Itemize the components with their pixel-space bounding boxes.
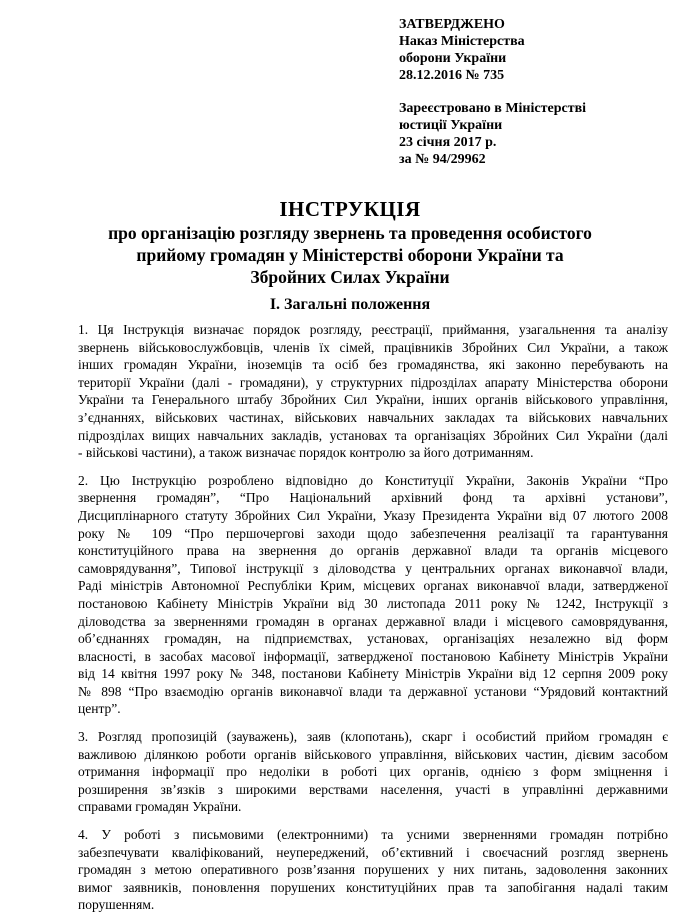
paragraph-line: важливою ділянкою роботи органів військового управління, військових частин, дієвим засобом [78, 746, 668, 762]
paragraph-line: звернень військовослужбовців, членів їх сімей, працівників Збройних Сил України, а також [78, 339, 668, 355]
registration-line: 23 січня 2017 р. [399, 135, 497, 150]
paragraph-line: року № 109 “Про першочергові заходи щодо забезпечення реалізації та гарантування [78, 525, 668, 541]
paragraph-line: 1. Ця Інструкція визначає порядок розгляду, реєстрації, приймання, узагальнення та аналізу [78, 322, 668, 337]
paragraph-line: інших громадян України, іноземців та осіб без громадянства, які законно перебувають на [78, 357, 668, 373]
paragraph-line: України та Генерального штабу Збройних Сил України, інших органів військового управління, [78, 392, 668, 408]
paragraph-line: підрозділах вищих навчальних закладів, установах та організаціях Збройних Сил України (далі [78, 427, 668, 443]
title-subtitle-line: про організацію розгляду звернень та проведення особистого [108, 223, 592, 243]
paragraph-line: постановою Кабінету Міністрів України від 30 листопада 2011 року № 1242, Інструкції з [78, 595, 668, 611]
approval-line: 28.12.2016 № 735 [399, 68, 505, 83]
paragraph-line: - військові частини), а також визначає порядок контролю за його дотриманням. [78, 445, 534, 461]
document-title [30, 196, 670, 288]
paragraph-line: розширення зв’язків з широкими верствами населення, участі в управлінні державними [78, 781, 668, 797]
approval-line: Наказ Міністерства [399, 34, 525, 49]
paragraph-line: справами громадян України. [78, 799, 242, 815]
paragraph-line: громадян з метою оперативного розв’язання порушених у них питань, задоволення законних [78, 862, 668, 878]
registration-line: Зареєстровано в Міністерстві [399, 101, 587, 116]
paragraph-line: 4. У роботі з письмовими (електронними) та усними зверненнями громадян потрібно [78, 827, 668, 843]
approval-line: оборони України [399, 51, 507, 66]
title-subtitle-line: прийому громадян у Міністерстві оборони України та [136, 245, 564, 265]
paragraph-line: звернення громадян”, “Про Національний архівний фонд та архівні установи”, [78, 490, 668, 506]
registration-line: юстиції України [399, 118, 503, 133]
paragraph-line: забезпечувати кваліфікований, неупереджений, об’єктивний і своєчасний розгляд звернень [78, 844, 668, 860]
paragraph [78, 472, 668, 718]
title-main: ІНСТРУКЦІЯ [279, 197, 421, 221]
registration-line: за № 94/29962 [399, 152, 486, 167]
approval-line: ЗАТВЕРДЖЕНО [399, 17, 505, 32]
paragraph [78, 728, 668, 816]
paragraph-line: власності, в засобах масової інформації, затвердженої постановою Кабінету Міністрів України [78, 648, 668, 664]
title-subtitle-line: Збройних Силах України [250, 267, 450, 287]
paragraph-line: центр”. [78, 701, 121, 717]
paragraph-line: 3. Розгляд пропозицій (зауважень), заяв (клопотань), скарг і особистий прийом громадян є [78, 729, 668, 745]
paragraph-line: Раді міністрів Автономної Республіки Крим, місцевих органах виконавчої влади, затвердженої [78, 578, 668, 594]
paragraph [78, 826, 668, 914]
paragraph-line: отримання інформації про недоліки в роботі цих органів, однією з форм зміцнення і [78, 764, 668, 780]
paragraph-line: об’єднаннях громадян, на підприємствах, установах, організаціях незалежно від форм [78, 631, 668, 647]
section-heading: І. Загальні положення [269, 296, 431, 313]
paragraph-line: з’єднаннях, військових частинах, військових навчальних закладах та військових навчальних [78, 409, 668, 425]
approval-stamp [399, 16, 689, 168]
paragraph-line: Дисциплінарного статуту Збройних Сил України, Указу Президента України від 07 лютого 2008 [78, 507, 668, 523]
paragraph-line: конституційного права на звернення до органів державної влади та органів місцевого [78, 543, 668, 559]
paragraph-line: № 898 “Про взаємодію органів виконавчої влади та державної установи “Урядовий контактний [78, 683, 668, 699]
paragraph-line: території України (далі - громадяни), у структурних підрозділах апарату Міністерства оборони [78, 374, 668, 390]
paragraph-line: від 14 квітня 1997 року № 348, постанови Кабінету Міністрів України від 12 серпня 2009 року [78, 666, 668, 682]
paragraph-line: самоврядування”, Типової інструкції з діловодства у центральних органах виконавчої влади, [78, 560, 668, 576]
paragraph-line: порушенням. [78, 897, 155, 913]
paragraph [78, 321, 668, 462]
paragraph-line: вимог заявників, поновлення порушених конституційних прав та запобігання надалі таким [78, 879, 668, 895]
paragraph-line: 2. Цю Інструкцію розроблено відповідно до Конституції України, Законів України “Про [78, 472, 668, 488]
document-body [78, 321, 668, 924]
paragraph-line: діловодства за зверненнями громадян в органах державної влади і місцевого самоврядування, [78, 613, 668, 629]
